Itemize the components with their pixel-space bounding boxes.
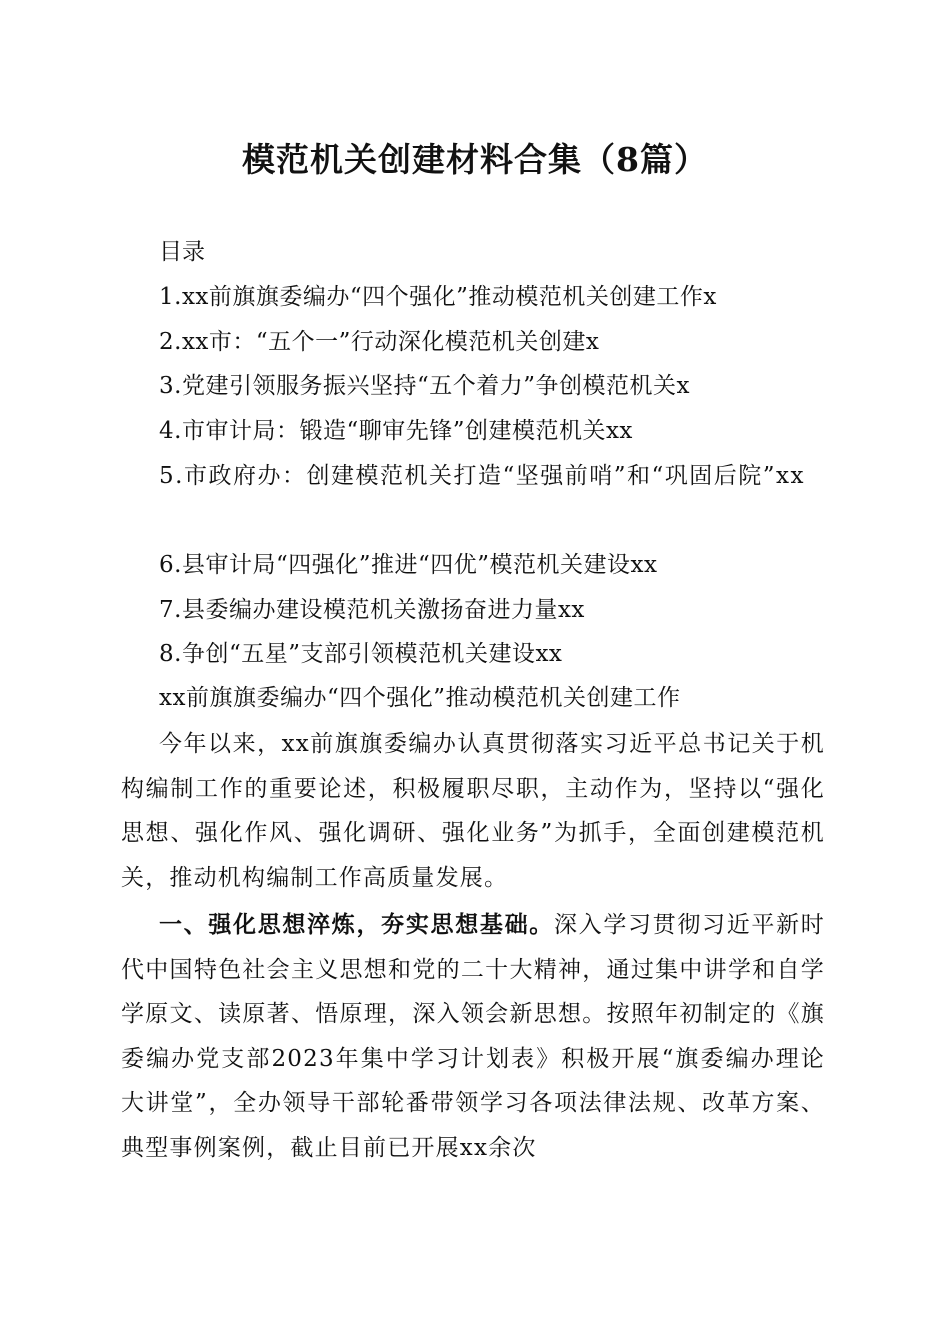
section-1-paragraph <box>121 903 825 1170</box>
document-title: 模范机关创建材料合集（8篇） <box>242 140 708 179</box>
section-1-body: 深入学习贯彻习近平新时代中国特色社会主义思想和党的二十大精神，通过集中讲学和自学学原文、读原著、悟原理，深入领会新思想。按照年初制定的《旗委编办党支部2023年集中学习计划表》积极开展“旗委编办理论大讲堂”，全办领导干部轮番带领学习各项法律法规、改革方案、典型事例案例，截止目前已开展xx余次 <box>121 912 825 1161</box>
section-1-heading: 一、强化思想淬炼，夯实思想基础。 <box>159 911 554 938</box>
toc-item: 1.xx前旗旗委编办“四个强化”推动模范机关创建工作x <box>159 284 717 310</box>
toc-item: 8.争创“五星”支部引领模范机关建设xx <box>159 641 563 667</box>
toc-item: 3.党建引领服务振兴坚持“五个着力”争创模范机关x <box>159 373 690 399</box>
toc-heading: 目录 <box>159 239 205 265</box>
toc-item: 4.市审计局：锻造“聊审先锋”创建模范机关xx <box>159 418 633 444</box>
toc-item: 7.县委编办建设模范机关激扬奋进力量xx <box>159 597 585 623</box>
article-title: xx前旗旗委编办“四个强化”推动模范机关创建工作 <box>159 685 681 711</box>
toc-item: 6.县审计局“四强化”推进“四优”模范机关建设xx <box>159 552 658 578</box>
toc-item: 2.xx市：“五个一”行动深化模范机关创建x <box>159 329 600 355</box>
intro-paragraph: 今年以来，xx前旗旗委编办认真贯彻落实习近平总书记关于机构编制工作的重要论述，积极履职尽职，主动作为，坚持以“强化思想、强化作风、强化调研、强化业务”为抓手，全面创建模范机关，推动机构编制工作高质量发展。 <box>121 731 825 891</box>
toc-item: 5.市政府办：创建模范机关打造“坚强前哨”和“巩固后院”xx <box>159 463 805 489</box>
